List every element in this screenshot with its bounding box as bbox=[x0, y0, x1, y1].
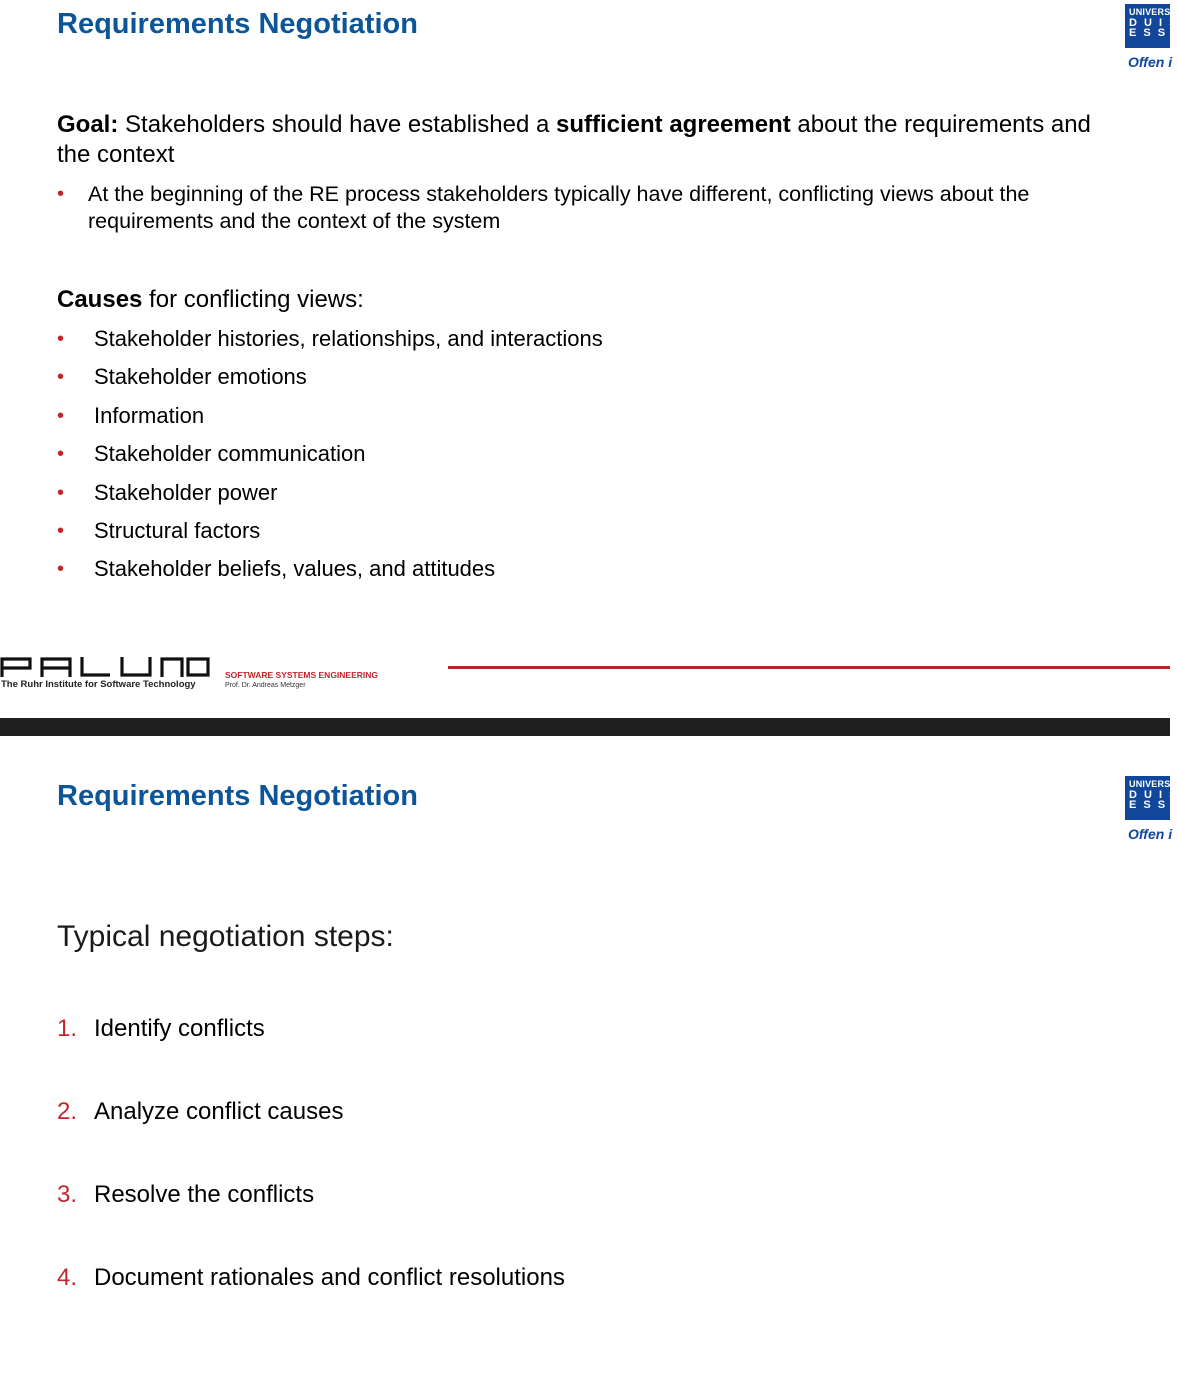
bullet-icon: • bbox=[57, 183, 65, 205]
slide-separator bbox=[0, 718, 1170, 736]
bullet-icon: • bbox=[57, 481, 65, 504]
list-item-text: Stakeholder emotions bbox=[94, 364, 307, 390]
university-logo-top-text: UNIVERS bbox=[1129, 779, 1171, 789]
paluno-logo bbox=[0, 657, 210, 677]
step-label: Document rationales and conflict resolutions bbox=[94, 1264, 565, 1291]
university-logo-box bbox=[1125, 4, 1178, 48]
university-logo-mid-text bbox=[1129, 790, 1178, 810]
causes-label: Causes bbox=[57, 286, 143, 313]
slide-2 bbox=[0, 736, 1178, 1374]
step-number: 1. bbox=[57, 1015, 78, 1042]
university-logo-mid-line1: D U I S bbox=[1129, 789, 1178, 801]
list-item-text: Structural factors bbox=[94, 517, 261, 543]
list-item-text: Stakeholder communication bbox=[94, 441, 366, 467]
goal-bullet-text: At the beginning of the RE process stakeholders typically have different, conflicting views about the requirements and the context of the system bbox=[88, 182, 1030, 233]
paluno-institute: The Ruhr Institute for Software Technology bbox=[1, 679, 196, 690]
slide-title: Requirements Negotiation bbox=[57, 8, 418, 40]
bullet-icon: • bbox=[57, 366, 65, 389]
bullet-icon: • bbox=[57, 404, 65, 427]
list-item-text: Stakeholder power bbox=[94, 479, 278, 505]
university-logo-mid-line2: E S S bbox=[1129, 27, 1168, 39]
goal-statement bbox=[57, 110, 1117, 170]
step-label: Identify conflicts bbox=[94, 1015, 265, 1042]
university-logo bbox=[1125, 4, 1178, 79]
goal-label: Goal: bbox=[57, 111, 119, 138]
slide-footer bbox=[0, 650, 1170, 700]
university-logo-top-text: UNIVERS bbox=[1129, 7, 1171, 17]
causes-rest: for conflicting views: bbox=[142, 286, 364, 313]
step-number: 3. bbox=[57, 1181, 78, 1208]
causes-heading bbox=[57, 285, 364, 315]
steps-heading: Typical negotiation steps: bbox=[57, 920, 394, 953]
university-logo-mid-text bbox=[1129, 18, 1178, 38]
professor-name: Prof. Dr. Andreas Metzger bbox=[225, 682, 306, 689]
step-label: Analyze conflict causes bbox=[94, 1098, 344, 1125]
step-number: 4. bbox=[57, 1264, 78, 1291]
footer-divider bbox=[448, 666, 1170, 669]
bullet-icon: • bbox=[57, 328, 65, 350]
list-item-text: Stakeholder histories, relationships, and interactions bbox=[94, 326, 603, 351]
bullet-icon: • bbox=[57, 558, 65, 581]
university-tagline: Offen i bbox=[1128, 826, 1173, 842]
university-logo-box bbox=[1125, 776, 1178, 820]
bullet-icon: • bbox=[57, 519, 65, 542]
university-tagline: Offen i bbox=[1128, 54, 1173, 70]
goal-text-after: about the requirements and the context bbox=[57, 111, 1091, 168]
step-label: Resolve the conflicts bbox=[94, 1181, 315, 1208]
goal-bullet bbox=[57, 181, 1127, 235]
bullet-icon: • bbox=[57, 443, 65, 466]
university-logo-mid-line2: E S S bbox=[1129, 799, 1168, 811]
slide-title: Requirements Negotiation bbox=[57, 780, 418, 812]
department-name: SOFTWARE SYSTEMS ENGINEERING bbox=[225, 670, 379, 680]
list-item-text: Stakeholder beliefs, values, and attitudes bbox=[94, 556, 496, 582]
university-logo-mid-line1: D U I S bbox=[1129, 17, 1178, 29]
university-logo bbox=[1125, 776, 1178, 851]
goal-text-before: Stakeholders should have established a bbox=[118, 111, 556, 138]
goal-emphasis: sufficient agreement bbox=[555, 111, 791, 138]
step-number: 2. bbox=[57, 1098, 78, 1125]
list-item-text: Information bbox=[94, 402, 205, 428]
